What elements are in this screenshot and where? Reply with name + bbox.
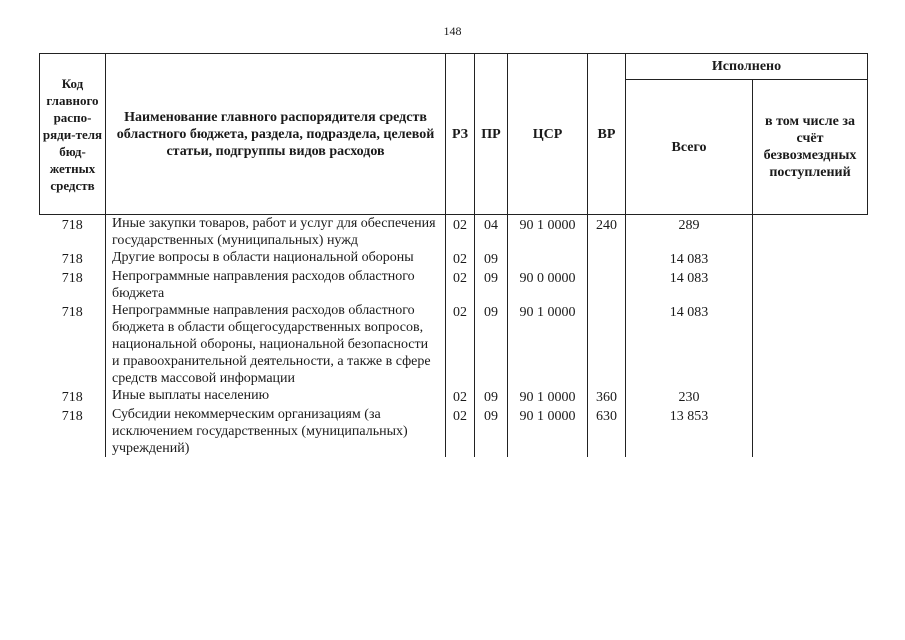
cell-free <box>753 215 868 250</box>
header-rz: РЗ <box>446 54 475 215</box>
cell-total: 14 083 <box>626 249 753 268</box>
cell-total: 14 083 <box>626 268 753 302</box>
cell-code: 718 <box>61 305 83 320</box>
table-row <box>40 215 868 250</box>
cell-total: 230 <box>626 387 753 406</box>
header-csr: ЦСР <box>508 54 588 215</box>
cell-name: Непрограммные направления расходов областного бюджета в области общегосударственных вопросов, национальной обороны, национальной безопасности и правоохранительной деятельности, а также в сфере средств массовой информации <box>106 302 446 387</box>
header-name: Наименование главного распорядителя средств областного бюджета, раздела, подраздела, целевой статьи, подгруппы видов расходов <box>106 54 446 215</box>
table-row <box>40 387 868 406</box>
cell-pr: 09 <box>475 268 508 302</box>
header-pr: ПР <box>475 54 508 215</box>
cell-csr: 90 1 0000 <box>508 387 588 406</box>
header-incl-free: в том числе за счёт безвозмездных поступлений <box>753 80 868 215</box>
cell-csr: 90 1 0000 <box>508 215 588 250</box>
header-code: Код главного распо-ряди-теля бюд-жетных средств <box>40 54 106 215</box>
cell-csr: 90 1 0000 <box>508 406 588 457</box>
header-vr: ВР <box>588 54 626 215</box>
cell-rz: 02 <box>446 406 475 457</box>
cell-csr: 90 0 0000 <box>508 268 588 302</box>
page-number: 148 <box>443 24 462 38</box>
budget-execution-table <box>39 53 868 457</box>
cell-free <box>753 387 868 406</box>
cell-free <box>753 302 868 387</box>
cell-rz: 02 <box>446 249 475 268</box>
cell-csr <box>508 249 588 268</box>
cell-pr: 09 <box>475 387 508 406</box>
cell-vr: 360 <box>588 387 626 406</box>
cell-pr: 09 <box>475 302 508 387</box>
cell-free <box>753 249 868 268</box>
cell-code: 718 <box>61 218 83 233</box>
cell-name: Другие вопросы в области национальной обороны <box>106 249 446 268</box>
cell-rz: 02 <box>446 387 475 406</box>
cell-free <box>753 268 868 302</box>
cell-rz: 02 <box>446 302 475 387</box>
cell-rz: 02 <box>446 215 475 250</box>
cell-csr: 90 1 0000 <box>508 302 588 387</box>
cell-pr: 04 <box>475 215 508 250</box>
cell-total: 13 853 <box>626 406 753 457</box>
cell-code: 718 <box>61 390 83 405</box>
table-row <box>40 249 868 268</box>
cell-free <box>753 406 868 457</box>
header-total: Всего <box>626 80 753 215</box>
cell-vr <box>588 268 626 302</box>
cell-rz: 02 <box>446 268 475 302</box>
header-executed: Исполнено <box>626 54 868 80</box>
cell-name: Иные закупки товаров, работ и услуг для обеспечения государственных (муниципальных) нужд <box>106 215 446 250</box>
table-row <box>40 302 868 387</box>
table-row <box>40 406 868 457</box>
cell-vr: 240 <box>588 215 626 250</box>
cell-name: Иные выплаты населению <box>106 387 446 406</box>
cell-code: 718 <box>61 252 83 267</box>
cell-vr: 630 <box>588 406 626 457</box>
cell-vr <box>588 249 626 268</box>
cell-name: Субсидии некоммерческим организациям (за исключением государственных (муниципальных) учреждений) <box>106 406 446 457</box>
cell-vr <box>588 302 626 387</box>
cell-code: 718 <box>61 271 83 286</box>
cell-total: 289 <box>626 215 753 250</box>
cell-total: 14 083 <box>626 302 753 387</box>
table-row <box>40 268 868 302</box>
cell-code: 718 <box>61 409 83 424</box>
cell-pr: 09 <box>475 249 508 268</box>
cell-pr: 09 <box>475 406 508 457</box>
cell-name: Непрограммные направления расходов областного бюджета <box>106 268 446 302</box>
